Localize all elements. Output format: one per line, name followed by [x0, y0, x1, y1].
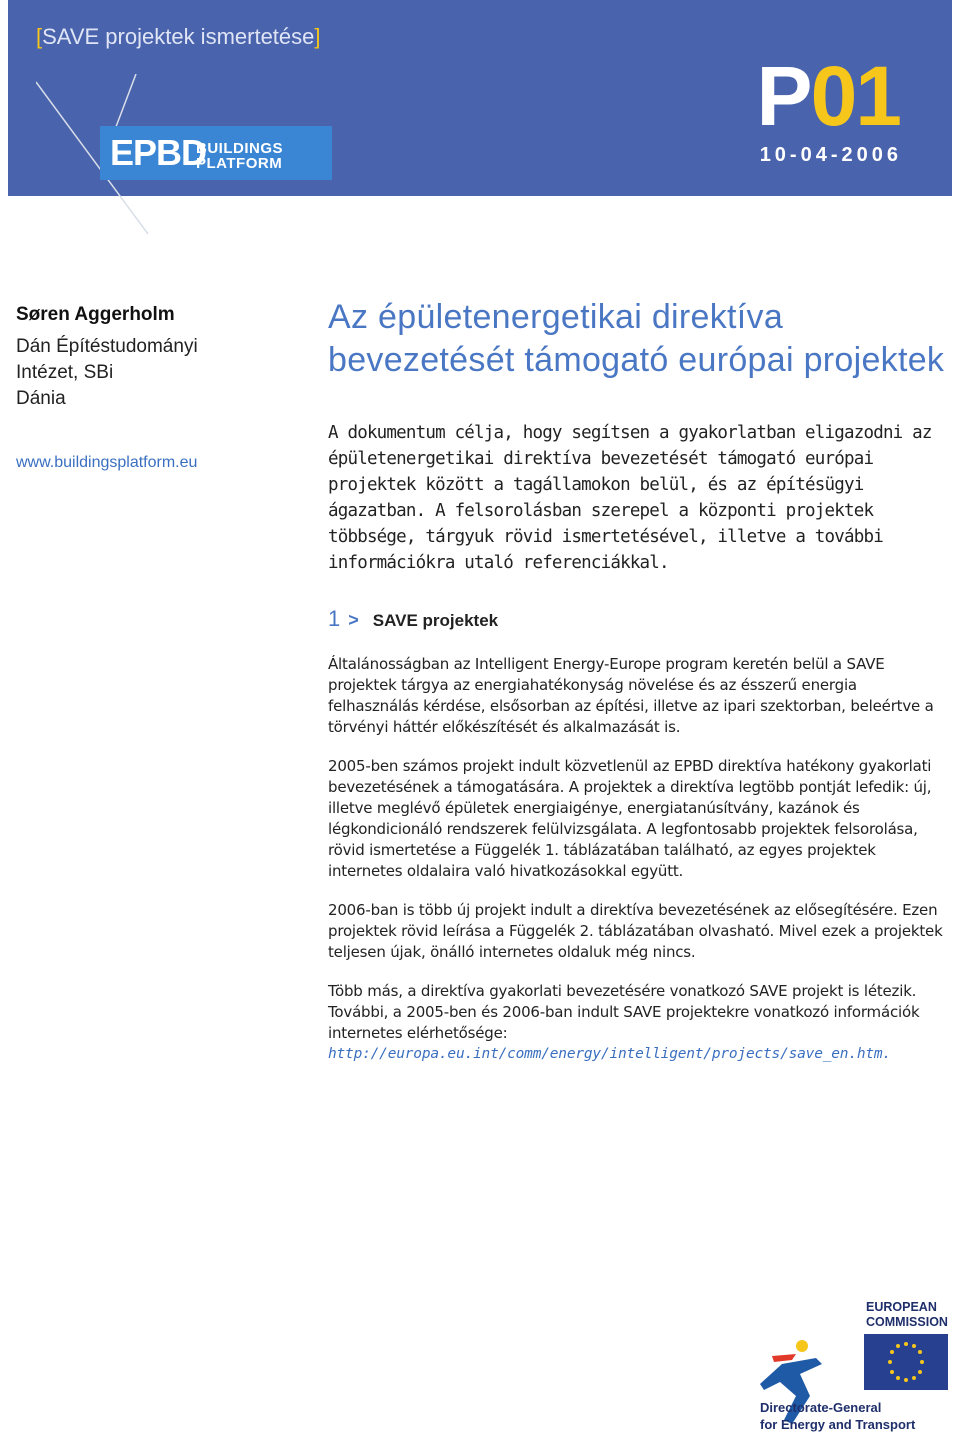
- tab-title: SAVE projektek ismertetése: [42, 24, 315, 49]
- org-line-1: Dán Építéstudományi: [16, 336, 198, 357]
- tab-bracket-open: [: [36, 24, 43, 49]
- section-number: 1: [328, 606, 341, 631]
- logo-sub-line-2: PLATFORM: [196, 155, 283, 172]
- author-sidebar: [16, 304, 276, 472]
- directorate-general-label: [760, 1399, 915, 1433]
- org-line-3: Dánia: [16, 388, 66, 409]
- ec-line-2: COMMISSION: [866, 1315, 948, 1329]
- paragraph-3: 2006-ban is több új projekt indult a direktíva bevezetésének az elősegítésére. Ezen projektek rövid leírása a Függelék 2. táblázatában olvasható. Mivel ezek a projektek teljesen újak, önálló internetes oldaluk még nincs.: [328, 901, 943, 961]
- section-tab: [36, 24, 321, 50]
- ec-title: [866, 1300, 948, 1330]
- paragraph-4: [328, 981, 948, 1065]
- dg-line-2: for Energy and Transport: [760, 1417, 916, 1432]
- document-date: 10-04-2006: [759, 144, 902, 166]
- author-organization: [16, 334, 276, 412]
- epbd-logo-subtitle: [196, 141, 283, 171]
- org-line-2: Intézet, SBi: [16, 362, 114, 383]
- section-heading: [328, 606, 948, 632]
- dg-line-1: Directorate-General: [760, 1400, 882, 1415]
- document-title: Az épületenergetikai direktíva bevezetését támogató európai projektek: [328, 298, 945, 379]
- paragraph-1: Általánosságban az Intelligent Energy-Europe program keretén belül a SAVE projektek tárgya az energiahatékonyság növelése és az ésszerű energia felhasználás kérdése, elsősorban az építési, illetve az ipari szektorban, beleértve a törvényi háttér előkészítését és alkalmazását is.: [328, 655, 934, 736]
- website-link[interactable]: www.buildingsplatform.eu: [16, 454, 198, 471]
- tab-bracket-close: ]: [314, 24, 321, 49]
- paragraph-4-text: Több más, a direktíva gyakorlati bevezetésére vonatkozó SAVE projekt is létezik. További, a 2005-ben és 2006-ban indult SAVE projektekre vonatkozó információk internetes elérhetősége:: [328, 982, 920, 1042]
- eu-flag-icon: [864, 1334, 948, 1390]
- logo-sub-line-1: BUILDINGS: [196, 140, 283, 157]
- document-number: [757, 48, 900, 145]
- section-arrow: >: [348, 610, 359, 630]
- doc-prefix: P: [756, 49, 811, 143]
- section-title: SAVE projektek: [372, 611, 499, 630]
- save-projects-link[interactable]: http://europa.eu.int/comm/energy/intelligent/projects/save_en.htm.: [328, 1046, 891, 1062]
- main-content: [328, 296, 948, 1065]
- paragraph-2: 2005-ben számos projekt indult közvetlenül az EPBD direktíva hatékony gyakorlati bevezetésének a támogatására. A projektek a direktíva legtöbb pontját lefedik: új, illetve meglévő épületek energiaigénye, energiatanúsítvány, kazánok és légkondicionáló rendszerek felülvizsgálata. A legfontosabb projektek felsorolása, rövid ismertetése a Függelék 1. táblázatában található, az egyes projektek internetes oldalaira való hivatkozásokkal együtt.: [328, 757, 932, 880]
- author-name: Søren Aggerholm: [16, 304, 175, 325]
- intro-paragraph: A dokumentum célja, hogy segítsen a gyakorlatban eligazodni az épületenergetikai direktíva bevezetését támogató európai projektek között a tagállamokon belül, és az építésügyi ágazatban. A felsorolásban szerepel a központi projektek többsége, tárgyuk rövid ismertetésével, illetve a további információkra utaló referenciákkal.: [328, 423, 932, 573]
- european-commission-logo: [752, 1300, 952, 1436]
- epbd-logo: EPBD: [110, 132, 207, 173]
- doc-number-digits: 01: [810, 49, 900, 143]
- ec-line-1: EUROPEAN: [866, 1300, 937, 1314]
